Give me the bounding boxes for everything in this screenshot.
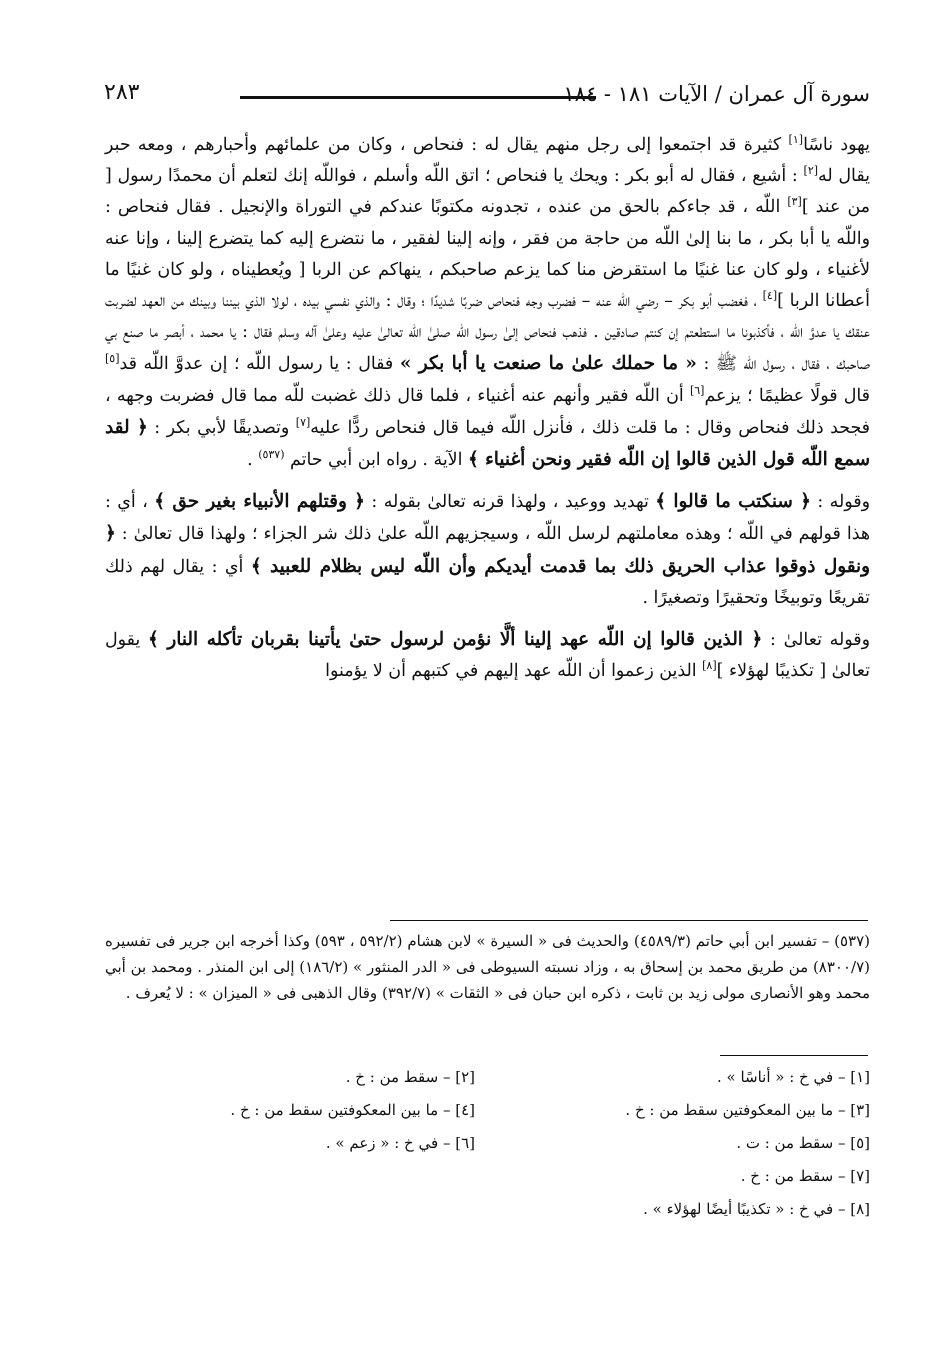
text-run: أي : يقال لهم ذلك تقريعًا وتوبيخًا وتحقيرًا وتصغيرًا . [105, 556, 870, 608]
footnote-marker: [١] [788, 133, 804, 147]
variant-note-5: [٥] – سقط من : ت . [736, 1134, 870, 1152]
quran-verse: ﴿ ونقول ذوقوا عذاب الحريق ذلك بما قدمت أيديكم وأن اللّه ليس بظلام للعبيد ﴾ [105, 523, 870, 577]
text-run: وقوله تعالىٰ : [762, 630, 870, 651]
footnote-marker: [٢] [803, 164, 819, 178]
text-run: الآية . رواه ابن أبي حاتم [284, 450, 468, 471]
text-run: ] [801, 197, 809, 218]
text-run: وتصديقًا لأبي بكر : [147, 417, 296, 438]
header-rule [240, 96, 596, 99]
variant-note-4: [٤] – ما بين المعكوفتين سقط من : خ . [230, 1101, 475, 1119]
hadith-quote: « ما حملك علىٰ ما صنعت يا أبا بكر » [399, 353, 697, 375]
paragraph-2 [105, 486, 870, 614]
footnote-marker: [٣] [787, 195, 802, 209]
footnote-marker: [٤] [762, 289, 778, 303]
text-run: : أشيع ، فقال له أبو بكر : ويحك يا فنحاص ؛ اتق اللّه وأسلم ، فواللّه إنك لتعلم أن محمدًا رسول [ من عند [105, 166, 870, 218]
variant-note-6: [٦] – في خ : « زعم » . [325, 1134, 475, 1152]
text-run: يهود ناسًا [803, 135, 870, 155]
variant-note-1: [١] – في خ : « أناسًا » . [716, 1068, 870, 1086]
quran-verse: ﴿ سنكتب ما قالوا ﴾ [655, 491, 811, 513]
text-run: قال قولًا عظيمًا ؛ يزعم [704, 385, 870, 406]
variant-note-3: [٣] – ما بين المعكوفتين سقط من : خ . [625, 1101, 870, 1119]
reference-marker: (٥٣٧) [258, 448, 285, 462]
text-run: وقوله : [810, 492, 870, 513]
text-run: فقال : يا رسول اللّه ؛ إن عدوَّ اللّه قد [119, 354, 400, 375]
variant-note-7: [٧] – سقط من : خ . [740, 1167, 870, 1185]
quran-verse: ﴿ الذين قالوا إن اللّه عهد إلينا ألَّا نؤمن لرسول حتىٰ يأتينا بقربان تأكله النار ﴾ [147, 629, 763, 651]
paragraph-3 [105, 624, 870, 687]
header-title: سورة آل عمران / الآيات ١٨١ - ١٨٤ [563, 82, 870, 106]
footnote-537: (٥٣٧) – تفسير ابن أبي حاتم (٤٥٨٩/٣) والحديث فى « السيرة » لابن هشام (٥٩٢/٢ ، ٥٩٣) وكذا أخرجه ابن جرير فى تفسيره (٨٣٠٠/٧) من طريق محمد بن إسحاق به ، وزاد نسبته السيوطى فى « الدر المنثور » (١٨٦/٢) إلى ابن المنذر . ومحمد بن أبي محمد وهو الأنصارى مولى زيد بن ثابت ، ذكره ابن حبان فى « الثقات » (٣٩٢/٧) وقال الذهبى فى « الميزان » : لا يُعرف . [105, 932, 870, 1002]
page-number: ٢٨٣ [104, 80, 140, 105]
footnote-marker: [٧] [295, 416, 311, 430]
text-run: ، أي : هذا قولهم في اللّه ؛ وهذه معاملتهم لرسل اللّه ، وسيجزيهم اللّه علىٰ ذلك شر الجزاء ؛ ولهذا قال تعالىٰ : [105, 492, 870, 545]
variants-rule [720, 1055, 868, 1056]
variant-note-8: [٨] – في خ : « تكذيبًا أيضًا لهؤلاء » . [643, 1200, 870, 1218]
quran-verse: ﴿ لقد سمع اللّه قول الذين قالوا إن اللّه فقير ونحن أغنياء ﴾ [105, 416, 870, 471]
quran-verse: ﴿ وقتلهم الأنبياء بغير حق ﴾ [154, 491, 365, 513]
footnote-marker: [٨] [702, 659, 717, 673]
footnote-rule [390, 920, 868, 921]
text-run: أن اللّه فقير وأنهم عنه أغنياء ، فلما قال ذلك غضبت للّه مما قال فضربت وجهه ، فجحد ذلك فنحاص وقال : ما قلت ذلك ، فأنزل اللّه فيما قال فنحاص ردًّا عليه [105, 385, 870, 438]
running-header [80, 78, 870, 118]
text-run: الذين زعموا أن اللّه عهد إليهم في كتبهم أن لا يؤمنوا [325, 661, 703, 682]
text-run: يقول تعالىٰ [ تكذيبًا لهؤلاء ] [105, 630, 870, 682]
text-run: . [247, 450, 259, 471]
variant-note-2: [٢] – سقط من : خ . [345, 1068, 475, 1086]
paragraph-1 [105, 130, 870, 476]
main-text [105, 130, 870, 697]
text-run: كثيرة قد اجتمعوا إلى رجل منهم يقال له : فنحاص ، وكان من علمائهم وأحبارهم ، ومعه حبر يقال له [105, 135, 870, 187]
text-run: تهديد ووعيد ، ولهذا قرنه تعالىٰ بقوله : [364, 492, 656, 513]
text-run: اللّه ، قد جاءكم بالحق من عنده ، تجدونه مكتوبًا عندكم في التوراة والإنجيل . فقال فنحاص : واللّه يا أبا بكر ، ما بنا إلىٰ اللّه من حاجة من فقر ، وإنه إلينا لفقير ، ما نتضرع إليه كما يتضرع إلينا ، وإنا عنه لأغنياء ، ولو كان عنا غنيًا ما استقرض منا كما يزعم صاحبكم ، ينهاكم عن الربا [ ويُعطيناه ، ولو كان غنيًا ما أعطانا الربا ] [105, 197, 870, 312]
text-run: ، فغضب أبو بكر – رضي اللّه عنه – فضرب وجه فنحاص ضربًا شديدًا ؛ وقال : والذي نفسي بيده ، لولا الذي بيننا وبينك من العهد لضربت عنقك يا عدوَّ اللّه ، فأكذبونا ما استطعتم إن كنتم صادقين . فذهب فنحاص إلىٰ رسول اللّه صلىٰ اللّه تعالىٰ عليه وعلىٰ آله وسلم فقال : يا محمد ، أبصر ما صنع بي صاحبك ، فقال ، رسول اللّه ﷺ : [105, 291, 871, 375]
footnote-marker: [٦] [689, 383, 705, 397]
footnote-marker: [٥] [105, 352, 120, 366]
